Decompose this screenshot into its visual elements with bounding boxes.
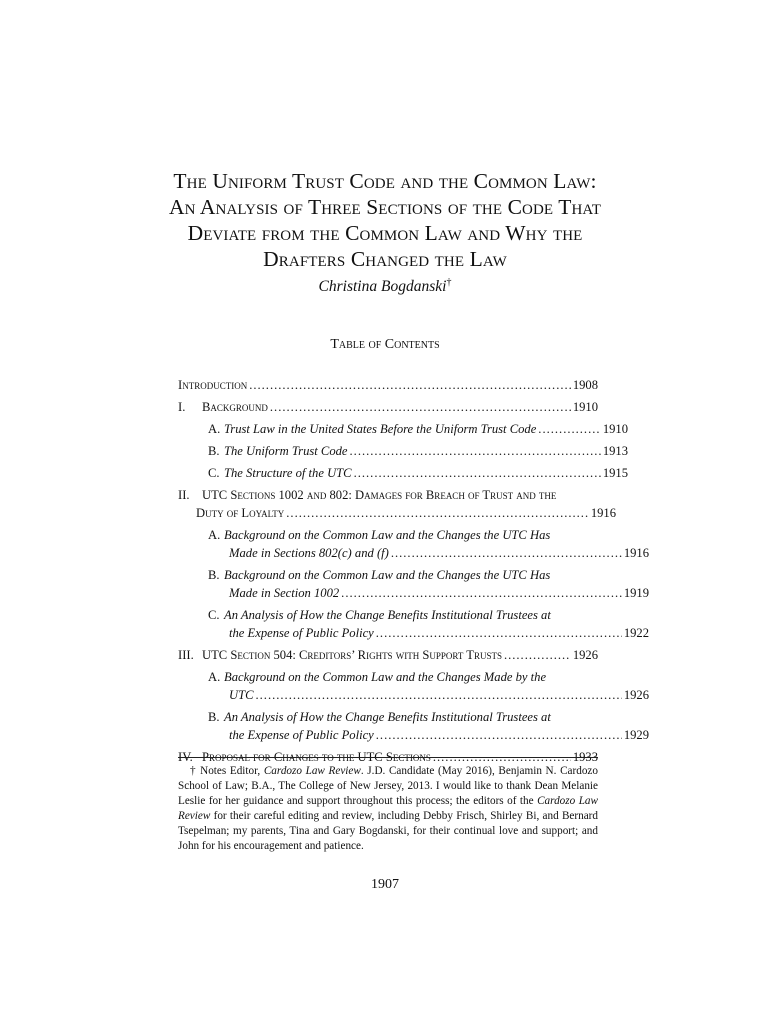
toc-entry-continuation[interactable] [178, 726, 649, 746]
footnote-text-1: Notes Editor, [200, 765, 264, 777]
toc-entry-text: Background on the Common Law and the Changes the UTC Has [224, 528, 551, 542]
toc-entry-label: C. [208, 608, 220, 622]
toc-entry[interactable] [178, 526, 598, 544]
toc-entry[interactable] [178, 644, 598, 666]
toc-entry-label: B. [208, 444, 220, 458]
toc-entry-page: 1916 [590, 506, 616, 520]
toc-entry-page: 1933 [572, 750, 598, 764]
toc-entry-text: An Analysis of How the Change Benefits Institutional Trustees at [224, 710, 551, 724]
toc-entry-label: A. [208, 422, 221, 436]
toc-entry[interactable] [178, 486, 598, 504]
article-title [160, 168, 610, 272]
toc-entry-text: Trust Law in the United States Before the Uniform Trust Code [224, 422, 537, 436]
footnote-text-2: . J.D. Candidate (May 2016), Benjamin N. Cardozo School of Law; B.A., The College of New Jersey, 2013. I would like to thank Dean Melanie Leslie for her guidance and support throughout this process; the editors of the [178, 765, 598, 807]
toc-entry-text: Background on the Common Law and the Changes Made by the [224, 670, 547, 684]
title-line-3: Deviate from the Common Law and Why the [187, 221, 583, 245]
toc-entry[interactable] [178, 418, 628, 440]
toc-entry-page: 1919 [623, 586, 649, 600]
footnote-text-3: for their careful editing and review, including Debby Frisch, Shirley Bi, and Bernard Tsepelman; my parents, Tina and Gary Bogdanski, for their continual love and support; and John for his encouragement and patience. [178, 810, 598, 852]
table-of-contents [178, 374, 649, 768]
toc-entry-page: 1915 [602, 466, 628, 480]
toc-entry-text: The Uniform Trust Code [224, 444, 348, 458]
footnote-journal-1: Cardozo Law Review [263, 765, 361, 777]
title-line-2: An Analysis of Three Sections of the Code That [169, 195, 601, 219]
author-name [160, 277, 610, 296]
toc-entry-page: 1916 [623, 546, 649, 560]
toc-entry-label: A. [208, 670, 221, 684]
toc-entry-page: 1913 [602, 444, 628, 458]
footnote-divider [178, 757, 598, 758]
toc-entry-text: UTC Section 504: Creditors’ Rights with Support Trusts [202, 648, 502, 662]
toc-entry-text-cont: the Expense of Public Policy [229, 728, 374, 742]
toc-entry[interactable] [178, 374, 598, 396]
toc-entry-label: II. [178, 488, 190, 502]
page-number: 1907 [371, 877, 399, 892]
toc-entry-continuation[interactable] [178, 624, 649, 644]
toc-entry[interactable] [178, 566, 598, 584]
toc-entry-label: IV. [178, 750, 193, 764]
toc-entry-continuation[interactable] [178, 584, 649, 604]
toc-entry-page: 1922 [623, 626, 649, 640]
toc-entry-page: 1929 [623, 728, 649, 742]
footnote-journal-2: Cardozo Law Review [178, 795, 598, 822]
toc-entry-continuation[interactable] [178, 504, 616, 524]
toc-entry[interactable] [178, 396, 598, 418]
toc-entry-label: I. [178, 400, 186, 414]
toc-entry-page: 1908 [572, 378, 598, 392]
toc-entry-text: Background on the Common Law and the Changes the UTC Has [224, 568, 551, 582]
toc-entry-text: The Structure of the UTC [224, 466, 352, 480]
toc-entry-label: C. [208, 466, 220, 480]
toc-entry-label: III. [178, 648, 194, 662]
toc-entry-text: Introduction [178, 378, 248, 392]
title-line-4: Drafters Changed the Law [263, 247, 507, 271]
toc-entry-page: 1910 [602, 422, 628, 436]
toc-entry-text: UTC Sections 1002 and 802: Damages for Breach of Trust and the [202, 488, 557, 502]
toc-entry-text-cont: Duty of Loyalty [196, 506, 285, 520]
toc-entry-text: Proposal for Changes to the UTC Sections [202, 750, 431, 764]
author-text: Christina Bogdanski [318, 278, 447, 296]
toc-entry-page: 1926 [572, 648, 598, 662]
toc-entry-text-cont: Made in Sections 802(c) and (f) [229, 546, 389, 560]
toc-entry-page: 1910 [572, 400, 598, 414]
toc-entry[interactable] [178, 440, 628, 462]
toc-entry[interactable] [178, 668, 598, 686]
toc-entry-text: An Analysis of How the Change Benefits Institutional Trustees at [224, 608, 551, 622]
toc-entry[interactable] [178, 462, 628, 484]
toc-entry-text-cont: UTC [229, 688, 254, 702]
toc-entry-page: 1926 [623, 688, 649, 702]
toc-entry-label: B. [208, 568, 220, 582]
toc-entry-text: Background [202, 400, 268, 414]
toc-entry[interactable] [178, 708, 598, 726]
toc-entry-label: A. [208, 528, 221, 542]
toc-entry-text-cont: Made in Section 1002 [229, 586, 340, 600]
toc-entry-text-cont: the Expense of Public Policy [229, 626, 374, 640]
author-footnote-mark: † [446, 277, 452, 288]
toc-entry[interactable] [178, 606, 598, 624]
toc-entry-continuation[interactable] [178, 686, 649, 706]
author-footnote [178, 764, 598, 854]
toc-heading: Table of Contents [330, 337, 440, 352]
toc-entry-label: B. [208, 710, 220, 724]
title-line-1: The Uniform Trust Code and the Common Law: [173, 169, 597, 193]
toc-entry-continuation[interactable] [178, 544, 649, 564]
footnote-mark: † [190, 765, 197, 777]
